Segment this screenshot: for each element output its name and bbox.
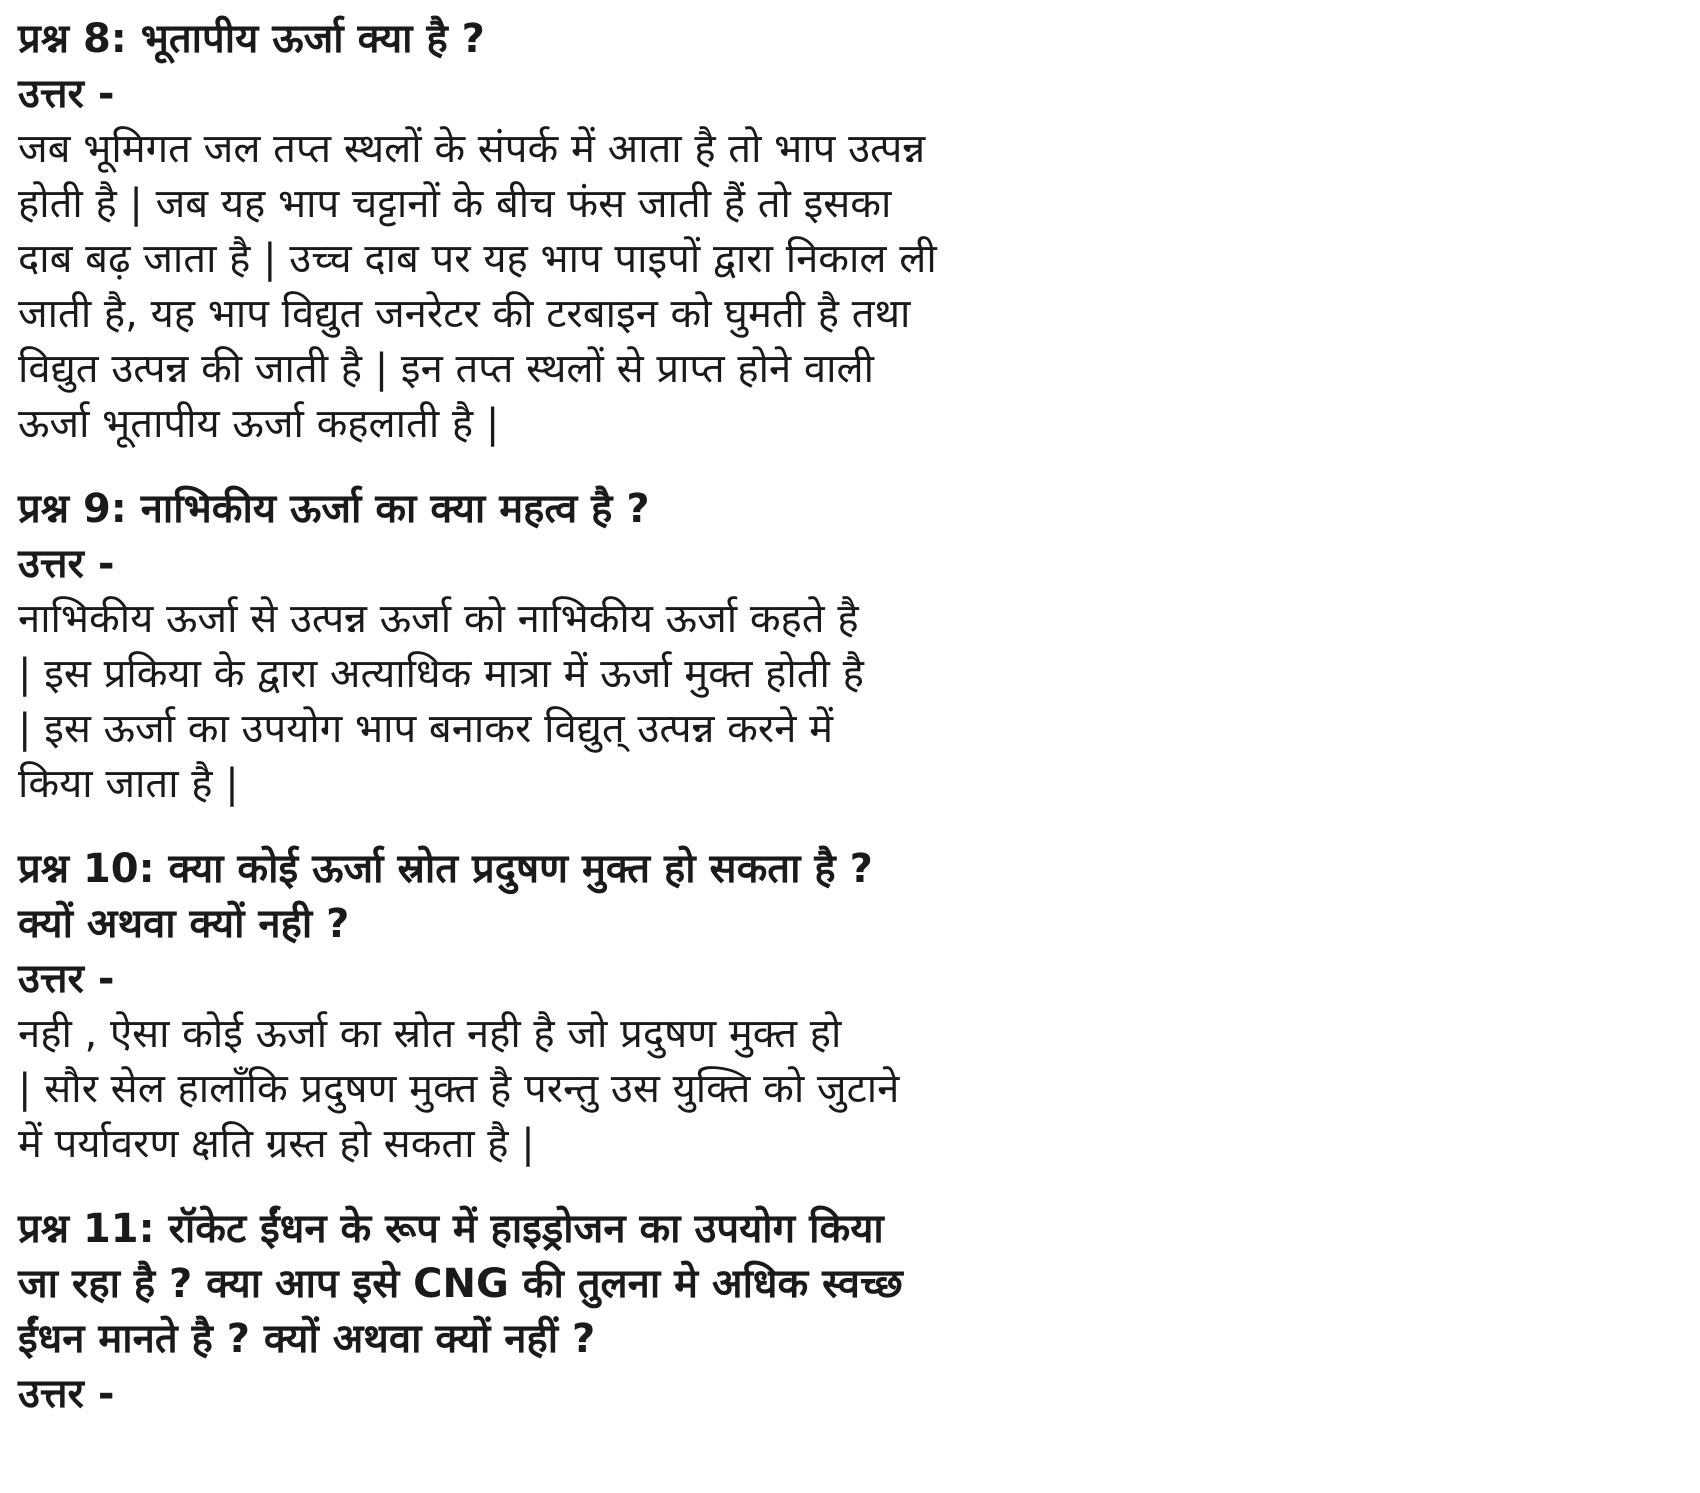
answer-line: होती है | जब यह भाप चट्टानों के बीच फंस जाती हैं तो इसका bbox=[18, 181, 892, 227]
answer-line: नाभिकीय ऊर्जा से उत्पन्न ऊर्जा को नाभिकीय ऊर्जा कहते है bbox=[18, 596, 859, 642]
answer-line: किया जाता है | bbox=[18, 761, 239, 807]
question-heading: प्रश्न 11: रॉकेट ईंधन के रूप में हाइड्रोजन का उपयोग किया bbox=[18, 1206, 884, 1252]
answer-line: | इस प्रकिया के द्वारा अत्याधिक मात्रा में ऊर्जा मुक्त होती है bbox=[18, 651, 864, 697]
question-block-10 bbox=[18, 842, 1678, 1172]
answer-line: जाती है, यह भाप विद्युत जनरेटर की टरबाइन को घुमती है तथा bbox=[18, 291, 911, 337]
answer-line: दाब बढ़ जाता है | उच्च दाब पर यह भाप पाइपों द्वारा निकाल ली bbox=[18, 236, 937, 282]
question-heading-continued: जा रहा है ? क्या आप इसे CNG की तुलना मे अधिक स्वच्छ bbox=[18, 1261, 903, 1307]
question-block-9 bbox=[18, 482, 1678, 812]
answer-label: उत्तर - bbox=[18, 541, 115, 587]
question-heading: प्रश्न 9: नाभिकीय ऊर्जा का क्या महत्व है ? bbox=[18, 486, 650, 532]
answer-label: उत्तर - bbox=[18, 1371, 115, 1417]
answer-line: जब भूमिगत जल तप्त स्थलों के संपर्क में आता है तो भाप उत्पन्न bbox=[18, 126, 926, 172]
answer-line: में पर्यावरण क्षति ग्रस्त हो सकता है | bbox=[18, 1121, 535, 1167]
question-heading: प्रश्न 10: क्या कोई ऊर्जा स्रोत प्रदुषण मुक्त हो सकता है ? bbox=[18, 846, 873, 892]
answer-line: नही , ऐसा कोई ऊर्जा का स्रोत नही है जो प्रदुषण मुक्त हो bbox=[18, 1011, 842, 1057]
answer-line: ऊर्जा भूतापीय ऊर्जा कहलाती है | bbox=[18, 401, 500, 447]
question-heading: प्रश्न 8: भूतापीय ऊर्जा क्या है ? bbox=[18, 16, 485, 62]
answer-line: | सौर सेल हालाँकि प्रदुषण मुक्त है परन्तु उस युक्ति को जुटाने bbox=[18, 1066, 900, 1112]
question-heading-continued: क्यों अथवा क्यों नही ? bbox=[18, 901, 350, 947]
question-block-11 bbox=[18, 1202, 1678, 1422]
document-page bbox=[18, 12, 1678, 1452]
question-block-8 bbox=[18, 12, 1678, 452]
answer-label: उत्तर - bbox=[18, 71, 115, 117]
answer-line: विद्युत उत्पन्न की जाती है | इन तप्त स्थलों से प्राप्त होने वाली bbox=[18, 346, 874, 392]
answer-label: उत्तर - bbox=[18, 956, 115, 1002]
answer-line: | इस ऊर्जा का उपयोग भाप बनाकर विद्युत् उत्पन्न करने में bbox=[18, 706, 834, 752]
question-heading-continued: ईंधन मानते है ? क्यों अथवा क्यों नहीं ? bbox=[18, 1316, 596, 1362]
